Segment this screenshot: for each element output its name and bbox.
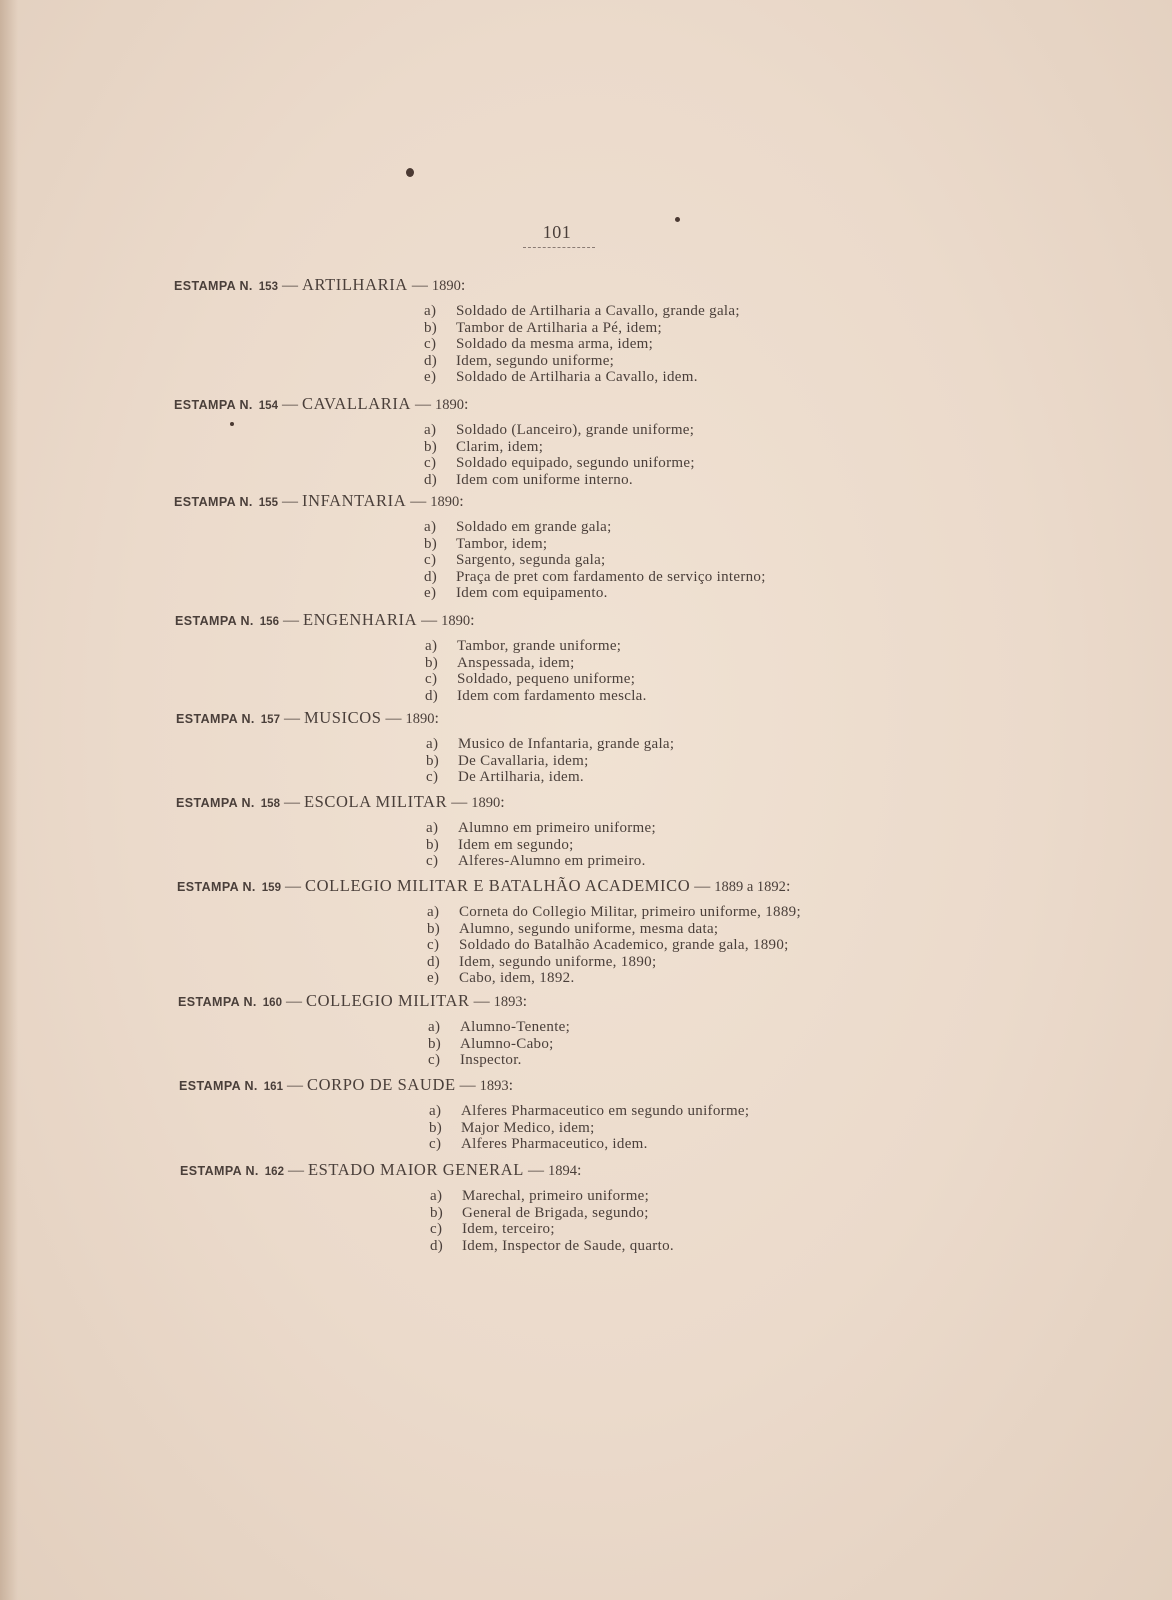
item-letter: a) — [424, 519, 437, 535]
plate-label: ESTAMPA N. — [174, 398, 253, 412]
item-text: Anspessada, idem; — [457, 654, 575, 671]
plate-items — [428, 1019, 570, 1069]
item-text: Corneta do Collegio Militar, primeiro uniforme, 1889; — [459, 904, 801, 920]
plate-item — [426, 837, 656, 854]
heading-dash: — — [469, 993, 494, 1010]
item-text: Cabo, idem, 1892. — [459, 970, 575, 986]
plate-item — [424, 320, 740, 337]
plate-year: 1890 — [441, 613, 471, 629]
item-letter: a) — [428, 1019, 441, 1035]
item-letter: b) — [424, 535, 438, 552]
plate-subject: ENGENHARIA — [302, 610, 418, 629]
plate-subject: ARTILHARIA — [301, 275, 408, 294]
heading-dash: — — [407, 277, 432, 294]
plate-item — [425, 655, 647, 672]
heading-colon: : — [522, 993, 528, 1010]
plate-heading — [180, 1160, 674, 1182]
plate-entry — [174, 394, 695, 488]
item-letter: a) — [424, 303, 437, 319]
item-text: Tambor de Artilharia a Pé, idem; — [456, 319, 662, 336]
item-letter: d) — [424, 352, 438, 369]
plate-year: 1890 — [405, 711, 435, 727]
heading-colon: : — [508, 1077, 514, 1094]
plate-entry — [179, 1075, 749, 1153]
plate-items — [429, 1103, 749, 1153]
item-letter: a) — [427, 904, 440, 920]
plate-year: 1894 — [547, 1163, 577, 1179]
item-letter: c) — [426, 853, 439, 869]
item-text: Alferes-Alumno em primeiro. — [458, 853, 646, 869]
plate-items — [424, 519, 766, 602]
plate-label: ESTAMPA N. — [175, 614, 254, 628]
plate-subject: ESTADO MAIOR GENERAL — [307, 1160, 524, 1179]
heading-colon: : — [785, 878, 791, 895]
plate-entry — [178, 991, 570, 1069]
plate-item — [429, 1120, 749, 1137]
item-letter: b) — [424, 319, 438, 336]
item-text: Alumno, segundo uniforme, mesma data; — [459, 920, 719, 937]
plate-item — [427, 904, 801, 921]
plate-entry — [177, 876, 801, 987]
plate-subject: CORPO DE SAUDE — [306, 1075, 456, 1094]
plate-number: 160 — [262, 997, 282, 1009]
item-text: Alferes Pharmaceutico, idem. — [461, 1136, 648, 1152]
plate-item — [427, 937, 801, 954]
item-text: Clarim, idem; — [456, 438, 544, 455]
item-letter: d) — [424, 568, 438, 585]
plate-item — [426, 853, 656, 870]
heading-colon: : — [470, 612, 475, 629]
item-letter: b) — [430, 1204, 444, 1221]
item-text: Soldado em grande gala; — [456, 519, 612, 535]
page-number-underline — [523, 243, 595, 248]
plate-item — [424, 336, 740, 353]
plate-item — [429, 1136, 749, 1153]
item-letter: d) — [425, 687, 439, 704]
plate-number: 157 — [260, 714, 280, 726]
item-text: Idem com fardamento mescla. — [457, 687, 647, 704]
item-letter: a) — [426, 736, 439, 752]
plate-label: ESTAMPA N. — [174, 495, 253, 509]
plate-year: 1890 — [434, 397, 464, 413]
item-letter: b) — [429, 1119, 443, 1136]
item-text: De Cavallaria, idem; — [458, 752, 589, 769]
item-letter: c) — [428, 1052, 441, 1068]
heading-colon: : — [460, 277, 466, 294]
item-letter: c) — [430, 1221, 443, 1237]
heading-dash: — — [690, 878, 715, 895]
item-letter: e) — [427, 970, 440, 986]
heading-dash: — — [277, 493, 302, 510]
item-letter: c) — [429, 1136, 442, 1152]
heading-dash: — — [410, 396, 435, 413]
plate-year: 1890 — [430, 494, 460, 510]
plate-subject: INFANTARIA — [301, 491, 407, 510]
plate-item — [425, 671, 647, 688]
plate-subject: COLLEGIO MILITAR E BATALHÃO ACADEMICO — [304, 876, 691, 895]
item-text: Idem, segundo uniforme, 1890; — [459, 953, 657, 970]
heading-dash: — — [277, 277, 302, 294]
heading-colon: : — [434, 710, 439, 727]
plate-item — [424, 303, 740, 320]
item-text: Praça de pret com fardamento de serviço interno; — [456, 568, 766, 585]
plate-year: 1890 — [431, 278, 461, 294]
plate-subject: COLLEGIO MILITAR — [305, 991, 470, 1010]
heading-dash: — — [283, 1162, 308, 1179]
item-text: Soldado equipado, segundo uniforme; — [456, 455, 695, 471]
heading-dash: — — [278, 612, 303, 629]
plate-item — [424, 422, 695, 439]
heading-colon: : — [463, 396, 469, 413]
plate-items — [427, 904, 801, 987]
plate-label: ESTAMPA N. — [176, 796, 255, 810]
plate-item — [428, 1036, 570, 1053]
plate-number: 154 — [258, 400, 278, 412]
heading-dash: — — [381, 710, 406, 727]
item-text: De Artilharia, idem. — [458, 769, 584, 785]
item-letter: c) — [424, 455, 437, 471]
heading-dash: — — [281, 993, 306, 1010]
item-letter: b) — [424, 438, 438, 455]
heading-colon: : — [576, 1162, 582, 1179]
heading-dash: — — [279, 794, 304, 811]
heading-dash: — — [277, 396, 302, 413]
plate-item — [424, 472, 695, 489]
plate-item — [424, 455, 695, 472]
item-letter: c) — [424, 336, 437, 352]
item-text: Soldado de Artilharia a Cavallo, idem. — [456, 369, 698, 385]
ink-speck — [406, 168, 414, 177]
plate-heading — [178, 991, 570, 1013]
plate-item — [426, 736, 674, 753]
plate-item — [428, 1019, 570, 1036]
plate-item — [424, 439, 695, 456]
plate-item — [425, 638, 647, 655]
item-text: Major Medico, idem; — [461, 1119, 595, 1136]
plate-label: ESTAMPA N. — [179, 1079, 258, 1093]
page-number: 101 — [542, 222, 572, 242]
heading-dash: — — [447, 794, 472, 811]
heading-dash: — — [282, 1077, 307, 1094]
heading-colon: : — [459, 493, 464, 510]
plate-number: 155 — [258, 497, 278, 509]
item-text: Tambor, grande uniforme; — [457, 638, 622, 654]
item-text: General de Brigada, segundo; — [462, 1204, 649, 1221]
plate-items — [424, 303, 740, 386]
plate-item — [424, 569, 766, 586]
plate-year: 1889 a 1892 — [714, 879, 786, 895]
plate-item — [424, 552, 766, 569]
item-letter: e) — [424, 369, 437, 385]
item-letter: a) — [430, 1188, 443, 1204]
plate-heading — [174, 275, 740, 297]
item-text: Marechal, primeiro uniforme; — [462, 1188, 650, 1204]
page-edge-shadow — [0, 0, 18, 1600]
plate-item — [424, 369, 740, 386]
plate-item — [427, 921, 801, 938]
plate-item — [430, 1221, 674, 1238]
item-letter: b) — [426, 752, 440, 769]
item-text: Sargento, segunda gala; — [456, 552, 606, 568]
plate-number: 158 — [260, 798, 280, 810]
item-text: Idem com equipamento. — [456, 585, 608, 601]
item-text: Soldado (Lanceiro), grande uniforme; — [456, 422, 695, 438]
plate-item — [425, 688, 647, 705]
plate-item — [427, 970, 801, 987]
item-letter: b) — [427, 920, 441, 937]
plate-item — [424, 353, 740, 370]
item-text: Soldado do Batalhão Academico, grande gala, 1890; — [459, 937, 789, 953]
heading-dash: — — [406, 493, 431, 510]
plate-entry — [176, 792, 656, 870]
plate-item — [424, 585, 766, 602]
plate-subject: CAVALLARIA — [301, 394, 411, 413]
item-letter: b) — [426, 836, 440, 853]
plate-entry — [174, 491, 766, 602]
item-text: Alumno-Cabo; — [460, 1035, 554, 1052]
plate-item — [426, 753, 674, 770]
plate-heading — [175, 610, 647, 632]
plate-item — [426, 769, 674, 786]
heading-colon: : — [500, 794, 505, 811]
plate-items — [426, 820, 656, 870]
item-letter: b) — [425, 654, 439, 671]
item-letter: e) — [424, 585, 437, 601]
item-letter: a) — [429, 1103, 442, 1119]
plate-label: ESTAMPA N. — [177, 880, 256, 894]
item-letter: a) — [424, 422, 437, 438]
item-text: Musico de Infantaria, grande gala; — [458, 736, 675, 752]
plate-item — [427, 954, 801, 971]
plate-label: ESTAMPA N. — [176, 712, 255, 726]
plate-items — [430, 1188, 674, 1254]
plate-year: 1893 — [493, 994, 523, 1010]
plate-heading — [176, 708, 674, 730]
item-letter: a) — [425, 638, 438, 654]
heading-dash: — — [417, 612, 442, 629]
item-letter: c) — [427, 937, 440, 953]
item-text: Soldado, pequeno uniforme; — [457, 671, 636, 687]
plate-number: 153 — [258, 281, 278, 293]
plate-item — [430, 1205, 674, 1222]
item-letter: c) — [426, 769, 439, 785]
plate-item — [428, 1052, 570, 1069]
plate-number: 162 — [264, 1166, 284, 1178]
item-letter: d) — [427, 953, 441, 970]
item-letter: c) — [425, 671, 438, 687]
heading-dash: — — [279, 710, 304, 727]
item-text: Alumno em primeiro uniforme; — [458, 820, 656, 836]
item-text: Idem com uniforme interno. — [456, 471, 633, 488]
plate-items — [426, 736, 674, 786]
ink-speck — [675, 217, 680, 222]
plate-item — [430, 1238, 674, 1255]
plate-item — [429, 1103, 749, 1120]
plate-number: 156 — [259, 616, 279, 628]
plate-number: 159 — [261, 882, 281, 894]
item-text: Alferes Pharmaceutico em segundo uniforme; — [461, 1103, 750, 1119]
plate-heading — [176, 792, 656, 814]
plate-item — [430, 1188, 674, 1205]
plate-heading — [177, 876, 801, 898]
heading-dash: — — [455, 1077, 480, 1094]
plate-items — [424, 422, 695, 488]
heading-dash: — — [280, 878, 305, 895]
plate-entry — [174, 275, 740, 386]
item-text: Alumno-Tenente; — [460, 1019, 571, 1035]
plate-entry — [175, 610, 647, 704]
plate-year: 1890 — [471, 795, 501, 811]
plate-heading — [179, 1075, 749, 1097]
plate-subject: ESCOLA MILITAR — [303, 792, 448, 811]
plate-entry — [176, 708, 674, 786]
plate-heading — [174, 394, 695, 416]
plate-item — [426, 820, 656, 837]
plate-item — [424, 536, 766, 553]
plate-number: 161 — [263, 1081, 283, 1093]
plate-label: ESTAMPA N. — [174, 279, 253, 293]
plate-subject: MUSICOS — [303, 708, 382, 727]
item-text: Inspector. — [460, 1052, 522, 1068]
item-text: Idem, terceiro; — [462, 1221, 555, 1237]
plate-year: 1893 — [479, 1078, 509, 1094]
plate-item — [424, 519, 766, 536]
plate-heading — [174, 491, 766, 513]
item-text: Idem, Inspector de Saude, quarto. — [462, 1237, 674, 1254]
plate-items — [425, 638, 647, 704]
item-text: Soldado de Artilharia a Cavallo, grande gala; — [456, 303, 740, 319]
item-letter: a) — [426, 820, 439, 836]
heading-dash: — — [523, 1162, 548, 1179]
plate-entry — [180, 1160, 674, 1254]
item-letter: d) — [430, 1237, 444, 1254]
plate-label: ESTAMPA N. — [178, 995, 257, 1009]
plate-label: ESTAMPA N. — [180, 1164, 259, 1178]
item-text: Idem, segundo uniforme; — [456, 352, 615, 369]
item-letter: c) — [424, 552, 437, 568]
item-text: Idem em segundo; — [458, 836, 574, 853]
item-letter: d) — [424, 471, 438, 488]
item-letter: b) — [428, 1035, 442, 1052]
item-text: Soldado da mesma arma, idem; — [456, 336, 654, 352]
item-text: Tambor, idem; — [456, 535, 548, 552]
